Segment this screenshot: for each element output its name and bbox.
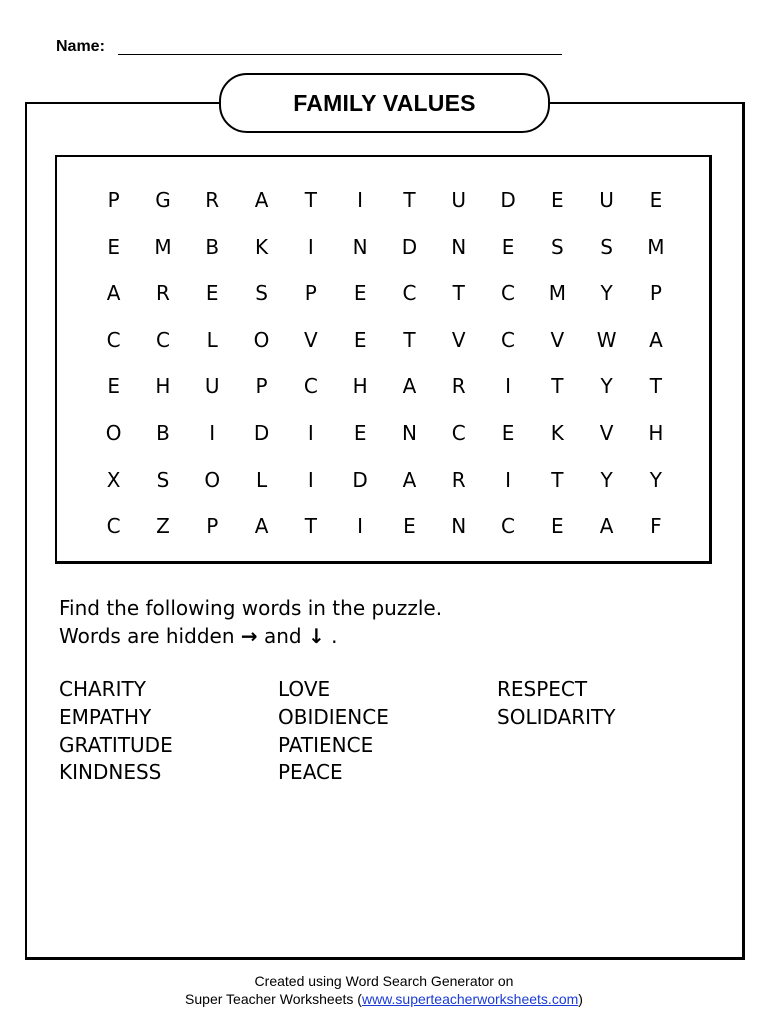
puzzle-letter: E [501, 420, 515, 445]
puzzle-letter: R [451, 467, 466, 492]
word-item: RESPECT [497, 677, 588, 701]
puzzle-letter: T [551, 467, 564, 492]
puzzle-letter: I [307, 234, 314, 259]
puzzle-letter: E [353, 327, 367, 352]
puzzle-letter: N [401, 420, 417, 445]
instruction-prefix: Words are hidden [59, 624, 235, 648]
puzzle-letter: G [155, 188, 171, 212]
puzzle-letter: I [307, 467, 314, 492]
puzzle-letter: I [209, 420, 216, 445]
puzzle-letter: T [304, 514, 317, 539]
puzzle-letter: V [303, 327, 318, 352]
puzzle-letter: Y [649, 467, 663, 492]
word-item: SOLIDARITY [497, 704, 616, 729]
puzzle-letter: M [548, 281, 566, 306]
puzzle-letter: T [403, 188, 416, 212]
puzzle-letter: T [452, 281, 465, 306]
word-item: GRATITUDE [59, 732, 173, 757]
word-list-column-1 [59, 676, 173, 787]
puzzle-letter: L [255, 467, 268, 492]
puzzle-letter: O [204, 467, 221, 492]
puzzle-letter: A [106, 281, 121, 306]
puzzle-letter: I [505, 467, 511, 492]
puzzle-letter: I [307, 420, 314, 445]
footer-source-suffix: ) [578, 991, 583, 1007]
puzzle-letter: S [600, 234, 613, 259]
puzzle-letter: D [500, 188, 516, 212]
puzzle-letter: E [403, 514, 416, 539]
puzzle-letter: O [105, 420, 122, 445]
puzzle-letter: T [551, 374, 564, 399]
puzzle-letter: U [451, 188, 467, 212]
arrow-right-icon: → [240, 624, 258, 648]
puzzle-letter: E [353, 420, 367, 445]
word-item: KINDNESS [59, 760, 162, 785]
puzzle-letter: Y [600, 374, 613, 399]
name-line [118, 54, 562, 55]
puzzle-letter: L [206, 327, 218, 352]
puzzle-letter: A [599, 514, 614, 539]
puzzle-letter: M [154, 234, 172, 259]
word-item: OBIDIENCE [278, 704, 389, 729]
puzzle-letter: A [254, 188, 269, 212]
puzzle-letter: E [501, 234, 515, 259]
puzzle-letter: Z [156, 514, 170, 539]
word-list-column-3 [497, 676, 615, 732]
puzzle-letter: A [402, 467, 417, 492]
puzzle-letter: P [649, 281, 662, 306]
word-item: PATIENCE [278, 732, 374, 757]
name-label: Name: [56, 38, 105, 55]
puzzle-letter: K [254, 234, 269, 259]
puzzle-letter: E [353, 281, 367, 306]
puzzle-letter: H [648, 420, 664, 445]
puzzle-letter: T [304, 188, 317, 212]
puzzle-letter: E [107, 234, 120, 259]
puzzle-letter: C [155, 327, 170, 352]
puzzle-letter: C [501, 327, 515, 352]
puzzle-letter: V [550, 327, 565, 352]
puzzle-letter: A [254, 514, 269, 539]
puzzle-letter: N [451, 234, 467, 259]
puzzle-letter: Y [600, 281, 613, 306]
puzzle-letter: C [106, 327, 121, 352]
instruction-line-1: Find the following words in the puzzle. [59, 596, 443, 620]
puzzle-letter: E [649, 188, 663, 212]
puzzle-letter: R [451, 374, 466, 399]
puzzle-letter: S [255, 281, 268, 306]
puzzle-letter: N [451, 514, 467, 539]
puzzle-letter: E [107, 374, 120, 399]
word-list-column-2 [278, 676, 389, 787]
puzzle-letter: C [501, 514, 515, 539]
instruction-line-2 [59, 622, 337, 650]
puzzle-letter: C [402, 281, 417, 306]
puzzle-letter: H [155, 374, 171, 399]
puzzle-letter: R [205, 188, 220, 212]
puzzle-letter: A [402, 374, 417, 399]
puzzle-letter: K [550, 420, 564, 445]
puzzle-letter: E [551, 188, 564, 212]
puzzle-letter: C [451, 420, 466, 445]
puzzle-letter: I [357, 188, 364, 212]
puzzle-letter: D [352, 467, 368, 492]
puzzle-letter: V [451, 327, 466, 352]
footer-source [0, 990, 768, 1008]
word-item: LOVE [278, 677, 331, 701]
puzzle-letter: T [649, 374, 663, 399]
puzzle-letter: P [206, 514, 219, 539]
puzzle-letter: A [649, 327, 663, 352]
puzzle-letter: O [253, 327, 270, 352]
puzzle-letter: C [106, 514, 121, 539]
puzzle-letter: D [401, 234, 418, 259]
footer-link[interactable]: www.superteacherworksheets.com [361, 991, 579, 1007]
puzzle-letter: C [501, 281, 515, 306]
puzzle-letter: B [205, 234, 220, 259]
word-item: EMPATHY [59, 704, 152, 729]
puzzle-grid [89, 177, 681, 550]
puzzle-letter: I [505, 374, 511, 399]
puzzle-letter: P [304, 281, 317, 306]
puzzle-letter: S [550, 234, 564, 259]
instruction-and: and [263, 624, 302, 648]
puzzle-letter: N [352, 234, 368, 259]
puzzle-letter: U [204, 374, 220, 399]
puzzle-letter: E [551, 514, 564, 539]
puzzle-letter: X [106, 467, 121, 492]
instruction-period: . [331, 624, 338, 648]
puzzle-letter: R [155, 281, 170, 306]
puzzle-letter: H [352, 374, 368, 399]
puzzle-letter: B [156, 420, 170, 445]
puzzle-letter: U [599, 188, 614, 212]
puzzle-letter: I [357, 514, 364, 539]
word-item: CHARITY [59, 677, 146, 701]
puzzle-letter: E [205, 281, 219, 306]
puzzle-letter: C [303, 374, 318, 399]
footer-source-prefix: Super Teacher Worksheets ( [185, 991, 362, 1007]
puzzle-letter: W [596, 327, 617, 352]
puzzle-letter: S [156, 467, 170, 492]
puzzle-letter: T [403, 327, 416, 352]
word-item: PEACE [278, 760, 343, 785]
puzzle-letter: P [255, 374, 268, 399]
footer-credit: Created using Word Search Generator on [254, 973, 514, 989]
puzzle-letter: F [650, 514, 662, 539]
arrow-down-icon: ↓ [307, 624, 325, 648]
puzzle-letter: Y [600, 467, 613, 492]
worksheet-title: FAMILY VALUES [219, 73, 550, 133]
puzzle-letter: P [107, 188, 120, 212]
puzzle-letter: M [647, 234, 665, 259]
puzzle-letter: D [253, 420, 270, 445]
puzzle-letter: V [599, 420, 614, 445]
